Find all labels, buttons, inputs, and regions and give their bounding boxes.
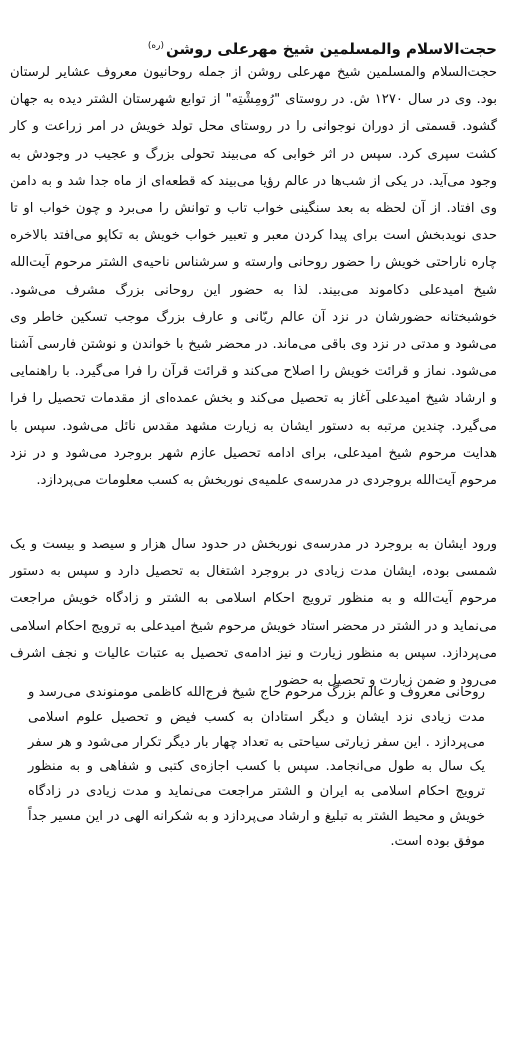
heading-title: حجت‌الاسلام والمسلمین شیخ مهرعلی روشن [165,40,497,58]
paragraph-najaf-travels: روحانی معروف و عالم بزرگ مرحوم حاج شیخ فرج‌الله کاظمی مومنوندی می‌رسد و مدت زیادی نزد ایشان و دیگر استادان به کسب فیض و تحصیل علوم اسلامی می‌پردازد . این سفر زیارتی سیاحتی به تعداد چهار بار دیگر تکرار می‌شود و هر سفر یک سال به طول می‌انجامد. سپس با کسب اجازه‌ی کتبی و شفاهی و به منظور ترویج احکام اسلامی به ایران و الشتر مراجعت می‌نماید و مدت زیادی در زادگاه خویش و محیط الشتر به تبلیغ و ارشاد می‌پردازد و به شکرانه الهی در این مسیر جداً موفق بوده است. [28,685,485,849]
heading-footnote-marker: (ره) [147,41,164,51]
section-heading [10,36,497,59]
paragraph-boroujerd-studies: ورود ایشان به بروجرد در مدرسه‌ی نوربخش در حدود سال هزار و سیصد و بیست و یک شمسی بوده، ایشان مدت زیادی در بروجرد اشتغال به تحصیل دارد و سپس به دستور مرحوم آیت‌الله و به منظور ترویج احکام اسلامی به الشتر و زادگاه خویش مراجعت می‌نماید و در الشتر در محضر استاد خویش مرحوم شیخ امیدعلی به ترویج احکام اسلامی می‌پردازد. سپس به منظور زیارت و نیز ادامه‌ی تحصیل به عتبات عالیات و نجف اشرف می‌رود و ضمن زیارت و تحصیل به حضور [10,537,497,689]
paragraph-biography-intro: حجت‌السلام والمسلمین شیخ مهرعلی روشن از جمله روحانیون معروف عشایر لرستان بود. وی در سال ۱۲۷۰ ش. در روستای "رُومِشْتِه" از توابع شهرستان الشتر دیده به جهان گشود. قسمتی از دوران نوجوانی را در روستای محل تولد خویش در امر زراعت و کار کشت سپری کرد. سپس در اثر خوابی که می‌بیند تحولی بزرگ و عجیب در وجودش به وجود می‌آید. در یکی از شب‌ها در عالم رؤیا می‌بیند که قطعه‌ای از ماه جدا شد و به دامن وی افتاد. از آن لحظه به بعد سنگینی خواب تاب و توانش را می‌برد و چون خواب او تا حدی نویدبخش است برای پیدا کردن معبر و تعبیر خواب خویش به تکاپو می‌افتد بالاخره چاره ناراحتی خویش را حضور روحانی وارسته و سرشناس ناحیه‌ی الشتر مرحوم آیت‌الله شیخ امیدعلی دکاموند می‌بیند. لذا به حضور این روحانی بزرگ مشرف می‌شود. خوشبختانه حضورشان در نزد آن عالم ربّانی و عارف بزرگ موجب تسکین خاطر وی می‌شود و مدتی در نزد وی باقی می‌ماند. در محضر شیخ با خواندن و نوشتن فارسی آشنا می‌شود. نماز و قرائت خویش را اصلاح می‌کند و قرائت قرآن را فرا می‌گیرد. با راهنمایی و ارشاد شیخ امیدعلی آغاز به تحصیل می‌کند و بخش عمده‌ای از مقدمات تحصیل را فرا می‌گیرد. چندین مرتبه به دستور ایشان به زیارت مشهد مقدس نائل می‌شود. سپس با هدایت مرحوم شیخ امیدعلی، برای ادامه تحصیل عازم شهر بروجرد می‌شود و در نزد مرحوم آیت‌الله بروجردی در مدرسه‌ی علمیه‌ی نوربخش به کسب معلومات می‌پردازد. [10,65,497,489]
